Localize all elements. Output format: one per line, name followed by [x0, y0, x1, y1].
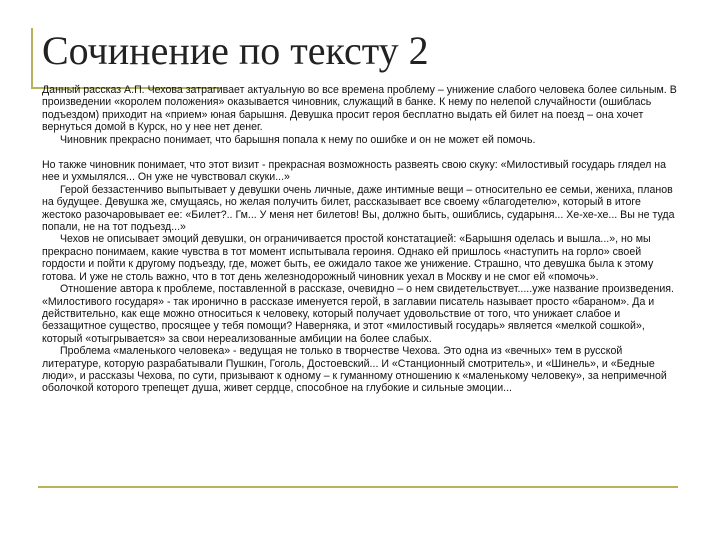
- accent-line-vertical: [31, 28, 33, 88]
- paragraph-emotions: Чехов не описывает эмоций девушки, он ограничивается простой констатацией: «Барышня оделась и вышла...», но мы прекрасно понимаем, какие чувства в тот момент испытывала героиня. Однако ей пришлось «наступить на горло» своей гордости и пойти к другому подъезду, где, может быть, ее ожидало такое же унижение. Страшно, что девушка была к этому готова. И уже не столь важно, что в тот день железнодорожный чиновник уехал в Москву и не смог ей «помочь».: [42, 233, 654, 283]
- paragraph-clerk-understands: Чиновник прекрасно понимает, что барышня попала к нему по ошибке и он не может ей помочь.: [60, 133, 536, 146]
- slide-title: Сочинение по тексту 2: [42, 28, 429, 73]
- paragraph-intro: Данный рассказ А.П. Чехова затрагивает актуальную во все времена проблему – унижение слабого человека более сильным. В произведении «королем положения» оказывается чиновник, служащий в банке. К нему по нелепой случайности (ошиблась подъездом) приходит на «прием» юная барышня. Девушка просит героя бесплатно выдать ей билет на поезд – она хочет вернуться домой в Курск, но у нее нет денег.: [42, 84, 677, 134]
- essay-body: [42, 84, 682, 395]
- paragraph-author-attitude: Отношение автора к проблеме, поставленной в рассказе, очевидно – о нем свидетельствует.....уже название произведения. «Милостивого государя» - так иронично в рассказе именуется герой, в заглавии писатель называет просто «бараном». Да и действительно, как еще можно относиться к человеку, который получает удовольствие от того, что унижает слабое и беззащитное существо, просящее у тебя помощи? Наверняка, и этот «милостивый государь» является «мелкой сошкой», который «отыгрывается» за свои нереализованные амбиции на более слабых.: [42, 283, 674, 345]
- paragraph-little-man: Проблема «маленького человека» - ведущая не только в творчестве Чехова. Это одна из «вечных» тем в русской литературе, которую разрабатывали Пушкин, Гоголь, Достоевский... И «Станционный смотритель», и «Шинель», и «Бедные люди», и рассказы Чехова, по сути, призывают к одному – к гуманному отношению к «маленькому человеку», за непримечной оболочкой которого трепещет душа, живет сердце, способное на глубокие и сильные эмоции...: [42, 345, 667, 395]
- paragraph-boredom: Но также чиновник понимает, что этот визит - прекрасная возможность развеять свою скуку: «Милостивый государь глядел на нее и ухмылялся... Он уже не чувствовал скуки...»: [42, 159, 666, 184]
- accent-line-bottom: [38, 486, 678, 488]
- paragraph-questioning: Герой беззастенчиво выпытывает у девушки очень личные, даже интимные вещи – относительно ее семьи, жениха, планов на будущее. Девушка же, смущаясь, но желая получить билет, рассказывает все своему «благодетелю», который в итоге жестоко разочаровывает ее: «Билет?.. Гм... У меня нет билетов! Вы, должно быть, ошиблись, сударыня... Хе-хе-хе... Вы не туда попали, не на тот подъезд...»: [42, 183, 675, 234]
